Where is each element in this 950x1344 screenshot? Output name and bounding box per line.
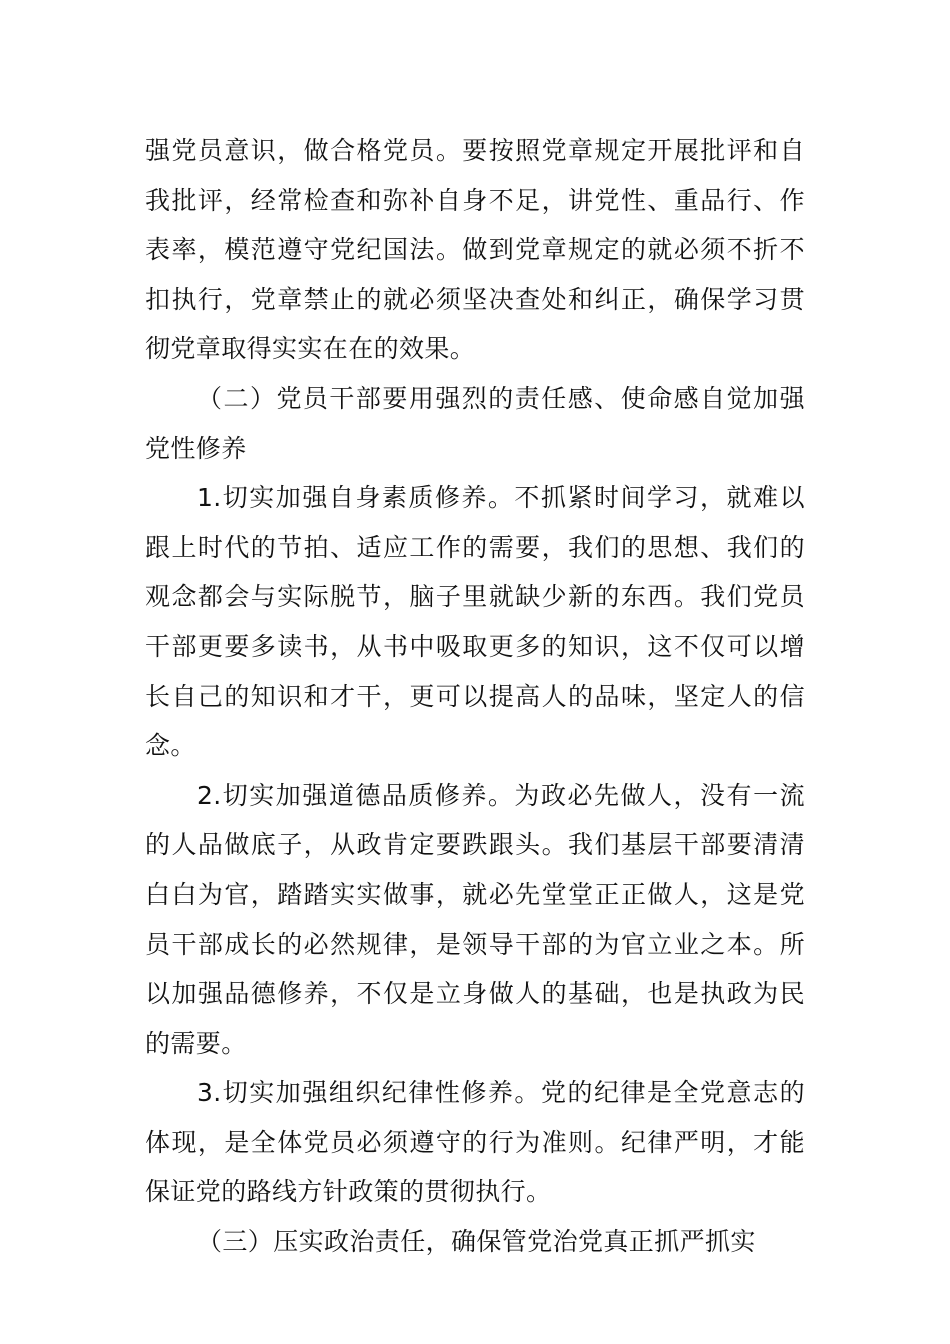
- paragraph-item-1: 1.切实加强自身素质修养。不抓紧时间学习，就难以跟上时代的节拍、适应工作的需要，我们的思想、我们的观念都会与实际脱节，脑子里就缺少新的东西。我们党员干部更要多读书，从书中吸取更多的知识，这不仅可以增长自己的知识和才干，更可以提高人的品味，坚定人的信念。: [145, 483, 805, 761]
- paragraph-item-3: 3.切实加强组织纪律性修养。党的纪律是全党意志的体现，是全体党员必须遵守的行为准则。纪律严明，才能保证党的路线方针政策的贯彻执行。: [145, 1078, 805, 1207]
- section-heading-3: （三）压实政治责任，确保管党治党真正抓严抓实: [197, 1227, 756, 1257]
- document-body: [145, 126, 805, 1267]
- paragraph-item-2: 2.切实加强道德品质修养。为政必先做人，没有一流的人品做底子，从政肯定要跌跟头。我们基层干部要清清白白为官，踏踏实实做事，就必先堂堂正正做人，这是党员干部成长的必然规律，是领导干部的为官立业之本。所以加强品德修养，不仅是立身做人的基础，也是执政为民的需要。: [145, 780, 805, 1058]
- paragraph-continuation: 强党员意识，做合格党员。要按照党章规定开展批评和自我批评，经常检查和弥补自身不足，讲党性、重品行、作表率，模范遵守党纪国法。做到党章规定的就必须不折不扣执行，党章禁止的就必须坚决查处和纠正，确保学习贯彻党章取得实实在在的效果。: [145, 136, 805, 364]
- section-heading-2: （二）党员干部要用强烈的责任感、使命感自觉加强党性修养: [145, 383, 805, 463]
